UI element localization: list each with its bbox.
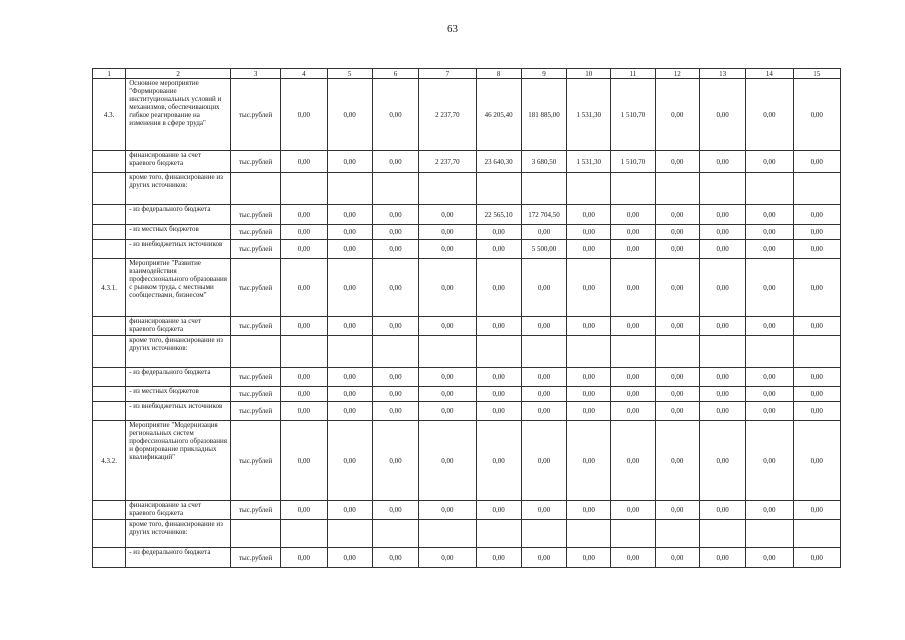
value-cell: 0,00 — [521, 421, 566, 501]
value-cell — [567, 520, 611, 548]
value-cell: 0,00 — [281, 79, 327, 151]
value-cell: 0,00 — [476, 240, 521, 259]
value-cell: 0,00 — [419, 225, 476, 240]
value-cell: 0,00 — [699, 151, 745, 173]
value-cell: 0,00 — [521, 225, 566, 240]
value-cell — [611, 173, 655, 205]
table-row — [93, 387, 841, 402]
value-cell: 0,00 — [699, 259, 745, 317]
value-cell: 1 531,30 — [567, 151, 611, 173]
value-cell: 0,00 — [419, 368, 476, 387]
value-cell: 0,00 — [746, 402, 793, 421]
value-cell: 0,00 — [281, 387, 327, 402]
column-number: 2 — [126, 69, 231, 79]
item-name: финансирование за счет краевого бюджета — [126, 151, 231, 173]
value-cell: 0,00 — [476, 387, 521, 402]
item-name: кроме того, финансирование из других источников: — [126, 520, 231, 548]
value-cell: 0,00 — [327, 205, 372, 225]
item-name: Мероприятие "Развитие взаимодействия профессионального образования с рынком труда, с местными сообществами, бизнесом" — [126, 259, 231, 317]
unit-cell: тыс.рублей — [230, 225, 280, 240]
value-cell: 0,00 — [327, 402, 372, 421]
value-cell: 0,00 — [655, 79, 699, 151]
column-number: 15 — [793, 69, 840, 79]
page-number: 63 — [447, 23, 458, 35]
value-cell — [521, 520, 566, 548]
table-row — [93, 173, 841, 205]
value-cell: 0,00 — [793, 240, 840, 259]
table-row — [93, 205, 841, 225]
value-cell: 0,00 — [281, 240, 327, 259]
value-cell: 0,00 — [521, 387, 566, 402]
value-cell: 0,00 — [793, 387, 840, 402]
value-cell — [419, 520, 476, 548]
value-cell: 0,00 — [281, 225, 327, 240]
table-row — [93, 421, 841, 501]
value-cell: 0,00 — [419, 402, 476, 421]
value-cell: 0,00 — [655, 240, 699, 259]
value-cell: 0,00 — [372, 205, 418, 225]
value-cell: 0,00 — [655, 387, 699, 402]
value-cell — [521, 173, 566, 205]
value-cell: 0,00 — [419, 548, 476, 568]
value-cell — [327, 173, 372, 205]
table-row — [93, 225, 841, 240]
unit-cell: тыс.рублей — [230, 368, 280, 387]
value-cell: 0,00 — [281, 548, 327, 568]
value-cell: 0,00 — [372, 421, 418, 501]
item-name: Мероприятие "Модернизация региональных систем профессионального образования и формирование прикладных квалификаций" — [126, 421, 231, 501]
value-cell: 0,00 — [521, 317, 566, 336]
value-cell: 0,00 — [476, 225, 521, 240]
value-cell: 0,00 — [476, 259, 521, 317]
value-cell: 0,00 — [372, 501, 418, 520]
value-cell — [281, 520, 327, 548]
value-cell: 46 205,40 — [476, 79, 521, 151]
value-cell: 0,00 — [699, 317, 745, 336]
unit-cell: тыс.рублей — [230, 259, 280, 317]
value-cell — [699, 520, 745, 548]
value-cell — [567, 173, 611, 205]
value-cell: 0,00 — [699, 387, 745, 402]
value-cell: 0,00 — [327, 240, 372, 259]
value-cell: 0,00 — [567, 259, 611, 317]
value-cell — [611, 520, 655, 548]
value-cell: 181 885,00 — [521, 79, 566, 151]
item-number — [93, 501, 126, 520]
value-cell — [476, 173, 521, 205]
item-number: 4.3. — [93, 79, 126, 151]
value-cell: 0,00 — [372, 240, 418, 259]
item-name: - из внебюджетных источников — [126, 402, 231, 421]
table-row — [93, 240, 841, 259]
unit-cell: тыс.рублей — [230, 151, 280, 173]
value-cell — [746, 173, 793, 205]
value-cell — [476, 336, 521, 368]
value-cell: 0,00 — [611, 368, 655, 387]
item-number: 4.3.2. — [93, 421, 126, 501]
column-number: 12 — [655, 69, 699, 79]
value-cell — [327, 336, 372, 368]
unit-cell — [230, 520, 280, 548]
value-cell: 0,00 — [327, 151, 372, 173]
value-cell: 1 531,30 — [567, 79, 611, 151]
value-cell: 0,00 — [521, 402, 566, 421]
value-cell: 0,00 — [567, 225, 611, 240]
value-cell: 0,00 — [699, 421, 745, 501]
value-cell: 0,00 — [746, 501, 793, 520]
unit-cell: тыс.рублей — [230, 421, 280, 501]
value-cell: 3 680,50 — [521, 151, 566, 173]
value-cell: 0,00 — [793, 259, 840, 317]
table-row — [93, 520, 841, 548]
value-cell: 0,00 — [476, 317, 521, 336]
value-cell: 0,00 — [372, 548, 418, 568]
value-cell: 0,00 — [372, 387, 418, 402]
value-cell: 0,00 — [655, 151, 699, 173]
value-cell: 0,00 — [567, 368, 611, 387]
value-cell: 0,00 — [746, 225, 793, 240]
value-cell: 0,00 — [281, 259, 327, 317]
unit-cell — [230, 173, 280, 205]
item-number — [93, 368, 126, 387]
value-cell: 0,00 — [476, 501, 521, 520]
unit-cell: тыс.рублей — [230, 548, 280, 568]
unit-cell — [230, 336, 280, 368]
value-cell: 0,00 — [281, 421, 327, 501]
value-cell: 0,00 — [793, 548, 840, 568]
column-number: 14 — [746, 69, 793, 79]
value-cell: 0,00 — [567, 421, 611, 501]
value-cell: 0,00 — [699, 240, 745, 259]
value-cell: 0,00 — [521, 368, 566, 387]
value-cell: 0,00 — [372, 402, 418, 421]
item-number: 4.3.1. — [93, 259, 126, 317]
unit-cell: тыс.рублей — [230, 402, 280, 421]
value-cell: 0,00 — [746, 548, 793, 568]
item-name: - из федерального бюджета — [126, 368, 231, 387]
value-cell — [793, 336, 840, 368]
value-cell — [699, 173, 745, 205]
value-cell: 0,00 — [281, 368, 327, 387]
value-cell: 0,00 — [372, 225, 418, 240]
value-cell: 0,00 — [372, 79, 418, 151]
value-cell: 23 640,30 — [476, 151, 521, 173]
value-cell: 0,00 — [419, 387, 476, 402]
value-cell: 0,00 — [611, 421, 655, 501]
value-cell: 0,00 — [746, 205, 793, 225]
value-cell: 0,00 — [419, 205, 476, 225]
value-cell — [521, 336, 566, 368]
column-number: 13 — [699, 69, 745, 79]
item-number — [93, 548, 126, 568]
value-cell: 0,00 — [655, 368, 699, 387]
value-cell: 0,00 — [655, 205, 699, 225]
unit-cell: тыс.рублей — [230, 317, 280, 336]
value-cell: 0,00 — [699, 402, 745, 421]
item-name: - из федерального бюджета — [126, 548, 231, 568]
value-cell — [746, 520, 793, 548]
item-number — [93, 225, 126, 240]
value-cell: 0,00 — [327, 501, 372, 520]
value-cell: 0,00 — [327, 225, 372, 240]
item-number — [93, 520, 126, 548]
item-name: - из федерального бюджета — [126, 205, 231, 225]
value-cell — [281, 173, 327, 205]
value-cell: 0,00 — [655, 259, 699, 317]
value-cell: 0,00 — [655, 421, 699, 501]
value-cell: 0,00 — [793, 151, 840, 173]
value-cell: 22 565,10 — [476, 205, 521, 225]
value-cell: 0,00 — [746, 368, 793, 387]
value-cell — [281, 336, 327, 368]
value-cell: 0,00 — [611, 387, 655, 402]
value-cell: 0,00 — [281, 151, 327, 173]
value-cell: 5 500,00 — [521, 240, 566, 259]
unit-cell: тыс.рублей — [230, 240, 280, 259]
value-cell: 0,00 — [567, 387, 611, 402]
unit-cell: тыс.рублей — [230, 501, 280, 520]
value-cell: 0,00 — [476, 421, 521, 501]
column-number: 1 — [93, 69, 126, 79]
value-cell: 0,00 — [611, 317, 655, 336]
value-cell: 0,00 — [327, 548, 372, 568]
value-cell: 0,00 — [567, 501, 611, 520]
value-cell: 0,00 — [281, 501, 327, 520]
value-cell: 1 510,70 — [611, 79, 655, 151]
column-number: 10 — [567, 69, 611, 79]
value-cell: 0,00 — [372, 259, 418, 317]
table-row — [93, 151, 841, 173]
item-number — [93, 336, 126, 368]
value-cell: 0,00 — [419, 259, 476, 317]
item-number — [93, 151, 126, 173]
value-cell: 0,00 — [327, 79, 372, 151]
value-cell — [567, 336, 611, 368]
value-cell: 0,00 — [611, 402, 655, 421]
value-cell: 0,00 — [793, 368, 840, 387]
value-cell: 0,00 — [567, 240, 611, 259]
column-number: 9 — [521, 69, 566, 79]
table-row — [93, 336, 841, 368]
unit-cell: тыс.рублей — [230, 205, 280, 225]
header-row — [93, 69, 841, 79]
value-cell — [419, 173, 476, 205]
value-cell: 0,00 — [746, 79, 793, 151]
value-cell — [372, 520, 418, 548]
value-cell: 0,00 — [476, 368, 521, 387]
unit-cell: тыс.рублей — [230, 79, 280, 151]
table-row — [93, 79, 841, 151]
value-cell: 0,00 — [793, 317, 840, 336]
value-cell: 0,00 — [419, 421, 476, 501]
value-cell — [793, 173, 840, 205]
value-cell: 0,00 — [746, 317, 793, 336]
value-cell: 0,00 — [699, 501, 745, 520]
value-cell — [655, 173, 699, 205]
value-cell: 0,00 — [372, 317, 418, 336]
value-cell: 172 704,50 — [521, 205, 566, 225]
column-number: 4 — [281, 69, 327, 79]
column-number: 5 — [327, 69, 372, 79]
value-cell — [327, 520, 372, 548]
item-name: кроме того, финансирование из других источников: — [126, 336, 231, 368]
value-cell: 0,00 — [699, 548, 745, 568]
value-cell — [655, 520, 699, 548]
value-cell: 0,00 — [746, 387, 793, 402]
column-number: 11 — [611, 69, 655, 79]
item-name: финансирование за счет краевого бюджета — [126, 501, 231, 520]
value-cell — [476, 520, 521, 548]
value-cell: 0,00 — [793, 421, 840, 501]
value-cell: 0,00 — [567, 548, 611, 568]
value-cell: 0,00 — [611, 240, 655, 259]
value-cell — [419, 336, 476, 368]
value-cell: 0,00 — [567, 402, 611, 421]
value-cell: 0,00 — [793, 225, 840, 240]
value-cell: 0,00 — [699, 225, 745, 240]
item-number — [93, 317, 126, 336]
value-cell — [746, 336, 793, 368]
value-cell: 0,00 — [611, 548, 655, 568]
column-number: 7 — [419, 69, 476, 79]
table-row — [93, 501, 841, 520]
value-cell: 0,00 — [327, 368, 372, 387]
value-cell: 0,00 — [419, 501, 476, 520]
table-row — [93, 402, 841, 421]
value-cell: 0,00 — [746, 259, 793, 317]
value-cell — [699, 336, 745, 368]
value-cell: 0,00 — [327, 421, 372, 501]
value-cell: 0,00 — [655, 225, 699, 240]
item-number — [93, 240, 126, 259]
item-name: финансирование за счет краевого бюджета — [126, 317, 231, 336]
value-cell: 0,00 — [655, 402, 699, 421]
column-number: 8 — [476, 69, 521, 79]
value-cell: 0,00 — [655, 501, 699, 520]
value-cell: 0,00 — [746, 240, 793, 259]
item-name: - из внебюджетных источников — [126, 240, 231, 259]
value-cell: 0,00 — [521, 548, 566, 568]
value-cell: 0,00 — [567, 205, 611, 225]
value-cell: 0,00 — [793, 205, 840, 225]
table-row — [93, 368, 841, 387]
value-cell: 0,00 — [793, 79, 840, 151]
unit-cell: тыс.рублей — [230, 387, 280, 402]
value-cell: 0,00 — [521, 501, 566, 520]
item-number — [93, 387, 126, 402]
value-cell: 0,00 — [611, 259, 655, 317]
value-cell: 2 237,70 — [419, 151, 476, 173]
item-number — [93, 402, 126, 421]
table-row — [93, 317, 841, 336]
value-cell: 0,00 — [567, 317, 611, 336]
value-cell: 0,00 — [372, 151, 418, 173]
value-cell: 0,00 — [327, 317, 372, 336]
value-cell: 0,00 — [476, 402, 521, 421]
item-name: кроме того, финансирование из других источников: — [126, 173, 231, 205]
value-cell: 0,00 — [476, 548, 521, 568]
value-cell: 0,00 — [419, 317, 476, 336]
value-cell: 0,00 — [281, 317, 327, 336]
item-number — [93, 173, 126, 205]
value-cell: 0,00 — [281, 205, 327, 225]
value-cell — [793, 520, 840, 548]
value-cell: 0,00 — [655, 548, 699, 568]
value-cell: 0,00 — [611, 205, 655, 225]
value-cell — [655, 336, 699, 368]
item-name: - из местных бюджетов — [126, 225, 231, 240]
value-cell: 2 237,70 — [419, 79, 476, 151]
value-cell: 0,00 — [327, 259, 372, 317]
value-cell: 0,00 — [746, 151, 793, 173]
item-number — [93, 205, 126, 225]
value-cell: 0,00 — [372, 368, 418, 387]
value-cell: 0,00 — [655, 317, 699, 336]
column-number: 3 — [230, 69, 280, 79]
value-cell: 0,00 — [699, 368, 745, 387]
value-cell: 0,00 — [419, 240, 476, 259]
value-cell: 0,00 — [281, 402, 327, 421]
value-cell — [611, 336, 655, 368]
value-cell: 0,00 — [327, 387, 372, 402]
value-cell: 0,00 — [793, 501, 840, 520]
column-number: 6 — [372, 69, 418, 79]
budget-table — [92, 68, 841, 568]
value-cell: 0,00 — [611, 225, 655, 240]
value-cell: 1 510,70 — [611, 151, 655, 173]
value-cell: 0,00 — [611, 501, 655, 520]
value-cell: 0,00 — [699, 205, 745, 225]
item-name: Основное мероприятие "Формирование институциональных условий и механизмов, обеспечивающих гибкое реагирование на изменения в сфере труда" — [126, 79, 231, 151]
value-cell: 0,00 — [746, 421, 793, 501]
value-cell: 0,00 — [521, 259, 566, 317]
value-cell: 0,00 — [699, 79, 745, 151]
value-cell — [372, 173, 418, 205]
table-row — [93, 548, 841, 568]
value-cell: 0,00 — [793, 402, 840, 421]
item-name: - из местных бюджетов — [126, 387, 231, 402]
value-cell — [372, 336, 418, 368]
table-row — [93, 259, 841, 317]
